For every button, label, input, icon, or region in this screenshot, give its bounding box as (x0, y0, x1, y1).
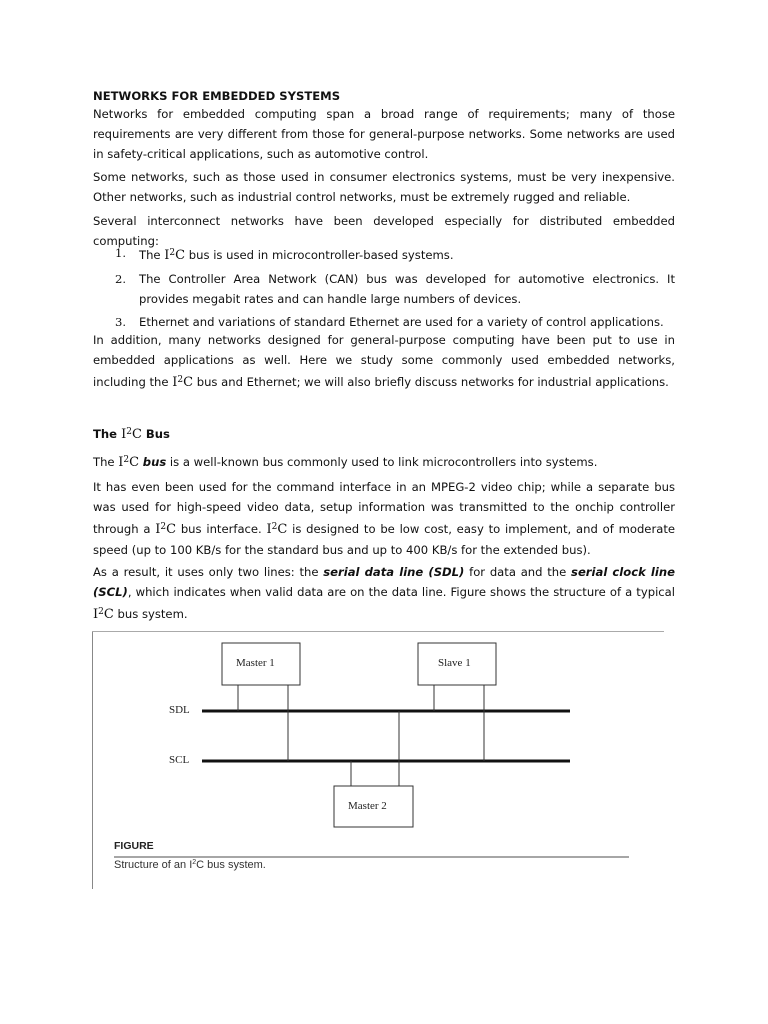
figure-caption-title: FIGURE (114, 840, 154, 852)
i2c-term: $I^2C$ (155, 522, 177, 537)
document-title: NETWORKS FOR EMBEDDED SYSTEMS (93, 89, 341, 103)
intro-paragraph-2: Some networks, such as those used in consumer electronics systems, must be very inexpensive. Other networks, such as industrial control networks, must be extremely rugged and reliable. (93, 170, 675, 204)
section-paragraph-3: As a result, it uses only two lines: the serial data line (SDL) for data and the serial clock line (SCL), which indicates when valid data are on the data line. Figure shows the structure of a typical $I^2C$ bus system. (93, 565, 675, 622)
list-item: 3. Ethernet and variations of standard Ethernet are used for a variety of control applications. (115, 315, 664, 329)
section-paragraph-2: It has even been used for the command interface in an MPEG-2 video chip; while a separate bus was used for high-speed video data, setup information was transmitted to the onchip controller through a $I^2C$ bus interface. $I^2C$ is designed to be low cost, easy to implement, and of moderate speed (up to 100 KB/s for the standard bus and up to 400 KB/s for the extended bus). (93, 480, 675, 557)
figure-caption: Structure of an $I^2C$ bus system. (114, 859, 266, 871)
i2c-term: $I^2C$ (164, 248, 186, 263)
i2c-term: $I^2C$ (118, 455, 140, 470)
i2c-term: $I^2C$ (93, 607, 114, 622)
section-paragraph-1: The $I^2C$ bus is a well-known bus commonly used to link microcontrollers into systems. (93, 455, 598, 470)
network-list (93, 243, 675, 332)
i2c-bus-figure (92, 631, 664, 889)
section-heading: The $I^2C$ Bus (93, 427, 170, 442)
list-item: 1. The $I^2C$ bus is used in microcontroller-based systems. (115, 246, 454, 263)
i2c-term: $I^2C$ (121, 427, 142, 442)
i2c-term: $I^2C$ (172, 375, 194, 390)
intro-paragraph-3: Several interconnect networks have been developed especially for distributed embedded computing: (93, 214, 675, 248)
i2c-term: $I^2C$ (266, 522, 288, 537)
slave1-label: Slave 1 (438, 657, 471, 669)
scl-label: SCL (169, 754, 190, 766)
list-item: 2. The Controller Area Network (CAN) bus was developed for automotive electronics. It provides megabit rates and can handle large numbers of devices. (115, 272, 675, 306)
sdl-label: SDL (169, 704, 190, 716)
master2-label: Master 2 (348, 800, 387, 812)
master1-label: Master 1 (236, 657, 275, 669)
intro-paragraph-1: Networks for embedded computing span a broad range of requirements; many of those requirements are very different from those for general-purpose networks. Some networks are used in safety-critical applications, such as automotive control. (93, 107, 675, 161)
addition-paragraph: In addition, many networks designed for general-purpose computing have been put to use in embedded applications as well. Here we study some commonly used embedded networks, including the $I^2C$ bus and Ethernet; we will also briefly discuss networks for industrial applications. (93, 333, 675, 390)
